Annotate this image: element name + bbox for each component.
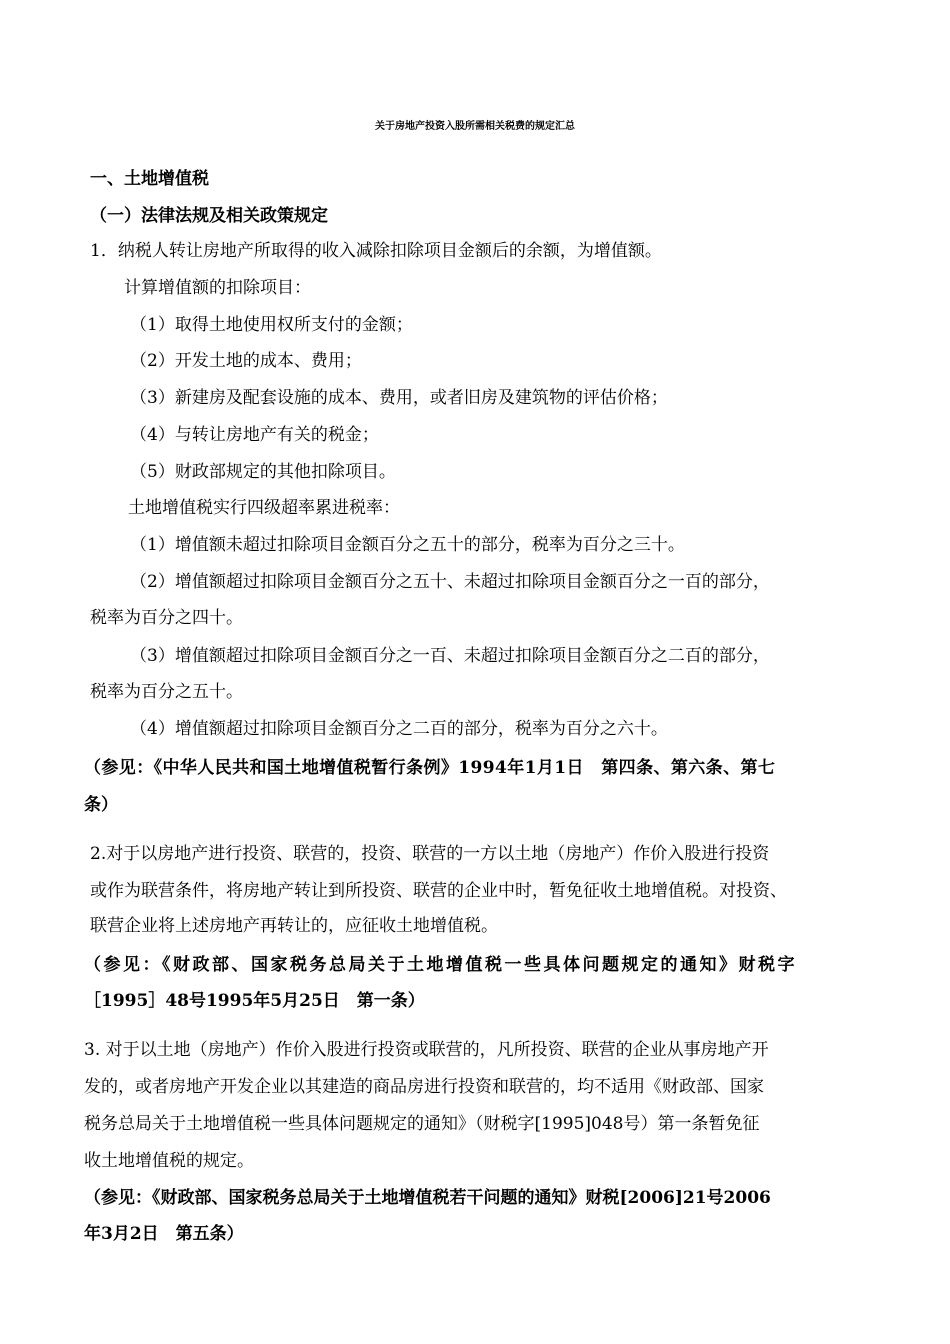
- section-heading: 一、土地增值税: [90, 169, 209, 189]
- list-item: （5）财政部规定的其他扣除项目。: [130, 462, 396, 482]
- list-item: （1）增值额未超过扣除项目金额百分之五十的部分，税率为百分之三十。: [130, 535, 685, 555]
- paragraph-line: 计算增值额的扣除项目：: [124, 278, 311, 298]
- paragraph-line: 1．纳税人转让房地产所取得的收入减除扣除项目金额后的余额，为增值额。: [90, 241, 662, 261]
- paragraph-line: 3. 对于以土地（房地产）作价入股进行投资或联营的，凡所投资、联营的企业从事房地产开: [84, 1040, 769, 1060]
- paragraph-line: 税务总局关于土地增值税一些具体问题规定的通知》（财税字[1995]048号）第一条暂免征: [84, 1114, 760, 1134]
- reference-line: ［1995］48号1995年5月25日 第一条）: [84, 991, 425, 1011]
- list-item: 税率为百分之五十。: [90, 682, 243, 702]
- paragraph-line: 联营企业将上述房地产再转让的，应征收土地增值税。: [90, 916, 498, 936]
- reference-line: （参见：《中华人民共和国土地增值税暂行条例》1994年1月1日 第四条、第六条、第七: [84, 758, 776, 778]
- reference-line: （参见：《财政部、国家税务总局关于土地增值税若干问题的通知》财税[2006]21号2006: [84, 1188, 771, 1208]
- paragraph-line: 发的，或者房地产开发企业以其建造的商品房进行投资和联营的，均不适用《财政部、国家: [84, 1077, 764, 1097]
- list-item: 税率为百分之四十。: [90, 608, 243, 628]
- list-item: （4）增值额超过扣除项目金额百分之二百的部分，税率为百分之六十。: [130, 719, 668, 739]
- list-item: （3）新建房及配套设施的成本、费用，或者旧房及建筑物的评估价格；: [130, 388, 668, 408]
- subsection-heading: （一）法律法规及相关政策规定: [90, 206, 328, 226]
- page-title: 关于房地产投资入股所需相关税费的规定汇总: [375, 121, 575, 132]
- list-item: （2）开发土地的成本、费用；: [130, 351, 362, 371]
- list-item: （4）与转让房地产有关的税金；: [130, 425, 379, 445]
- reference-line: 条）: [84, 795, 118, 815]
- list-item: （3）增值额超过扣除项目金额百分之一百、未超过扣除项目金额百分之二百的部分，: [130, 646, 770, 666]
- reference-line: 年3月2日 第五条）: [84, 1224, 244, 1244]
- paragraph-line: 收土地增值税的规定。: [84, 1151, 254, 1171]
- paragraph-line: 2.对于以房地产进行投资、联营的，投资、联营的一方以土地（房地产）作价入股进行投资: [90, 844, 770, 864]
- paragraph-line: 或作为联营条件，将房地产转让到所投资、联营的企业中时，暂免征收土地增值税。对投资、: [90, 881, 787, 901]
- paragraph-line: 土地增值税实行四级超率累进税率：: [128, 498, 400, 518]
- list-item: （1）取得土地使用权所支付的金额；: [130, 315, 413, 335]
- reference-line: （参见：《财政部、国家税务总局关于土地增值税一些具体问题规定的通知》财税字: [84, 955, 797, 975]
- list-item: （2）增值额超过扣除项目金额百分之五十、未超过扣除项目金额百分之一百的部分，: [130, 572, 770, 592]
